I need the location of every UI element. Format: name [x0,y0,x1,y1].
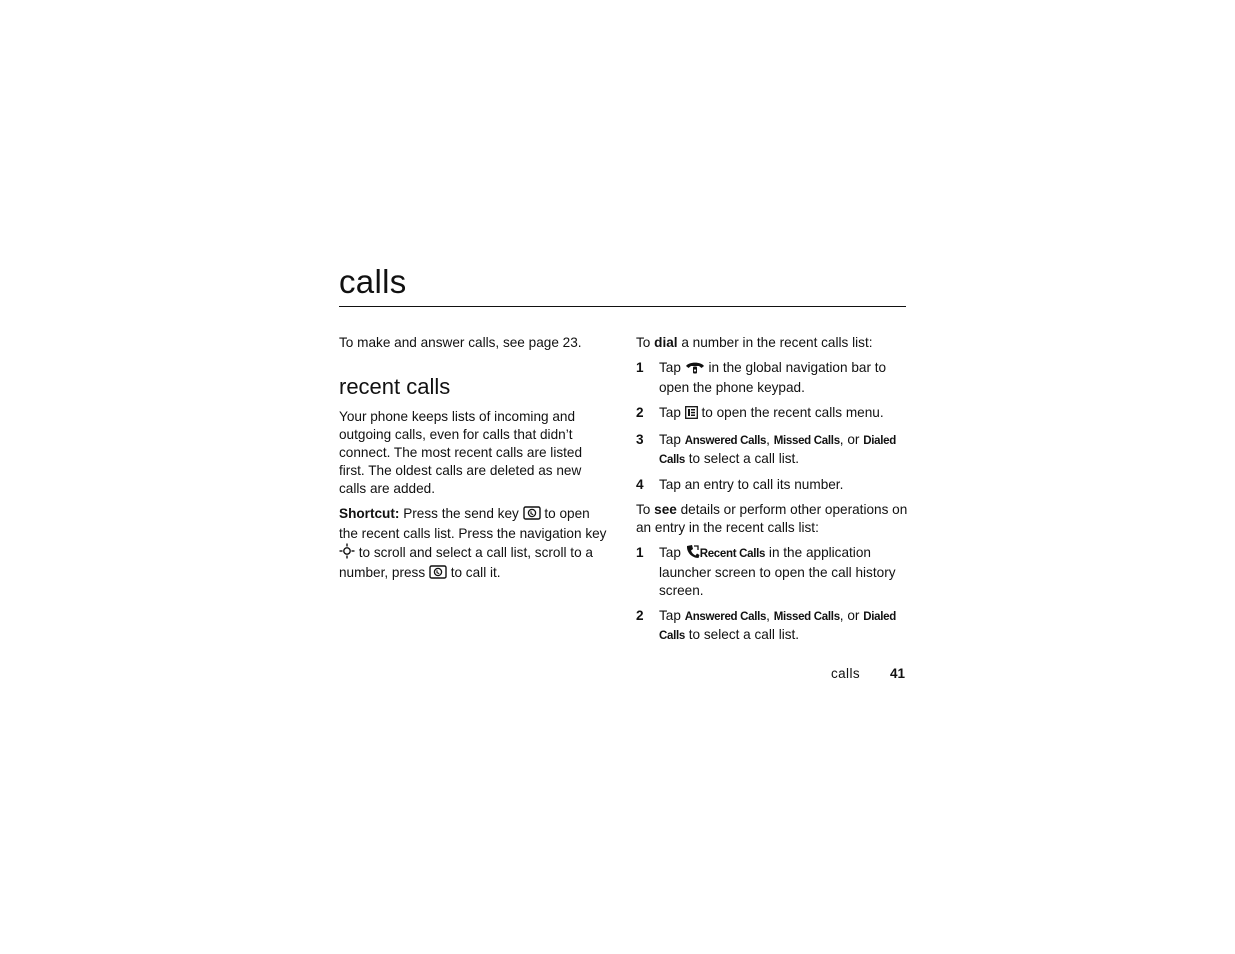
menu-option-answered-calls: Answered Calls [684,435,767,447]
see-steps [636,544,908,645]
step-text: Tap [659,432,685,447]
page-number: 41 [890,666,906,681]
list-item [636,404,908,424]
see-intro-pre: To [636,502,655,517]
step-text: Tap an entry to call its number. [659,477,844,492]
step-text: , [766,608,774,623]
menu-option-answered-calls: Answered Calls [684,611,767,623]
step-number: 4 [636,477,644,492]
step-number: 1 [636,545,644,560]
right-column [636,334,908,652]
step-text: Tap [659,608,685,623]
recent-calls-icon [685,544,700,564]
menu-option-dialed-calls: Dialed Calls [659,611,896,642]
shortcut-text-4: to call it. [446,565,501,580]
dial-intro-post: a number in the recent calls list: [677,335,873,350]
step-text: to select a call list. [685,451,800,466]
dial-keyword: dial [654,335,678,350]
step-text: Tap [659,405,685,420]
section-heading-recent-calls: recent calls [339,374,451,399]
step-text: to open the recent calls menu. [697,405,884,420]
intro-text: To make and answer calls, see page 23. [339,335,582,350]
shortcut-text-1: Press the send key [399,506,523,521]
page-title: calls [339,263,407,300]
shortcut-label: Shortcut: [339,506,400,521]
list-item [636,476,908,494]
menu-option-missed-calls: Missed Calls [773,611,840,623]
navigation-key-icon [339,543,355,564]
step-text: in the global navigation bar to open the phone keypad. [659,360,887,395]
menu-option-recent-calls: Recent Calls [699,548,766,560]
step-number: 2 [636,608,644,623]
step-text: Tap [659,360,685,375]
recent-calls-body: Your phone keeps lists of incoming and outgoing calls, even for calls that didn’t connect. The most recent calls are listed first. The oldest calls are deleted as new calls are added. [339,409,583,496]
step-number: 2 [636,405,644,420]
list-item [636,607,908,645]
menu-icon [685,406,698,424]
dial-steps [636,359,908,494]
list-item [636,359,908,397]
shortcut-text-2: to open the recent calls list. Press the navigation key [339,506,607,541]
step-text: , [766,432,774,447]
step-text: in the application launcher screen to open the call history screen. [659,545,896,598]
footer-section-label: calls [831,666,861,681]
dial-intro [636,334,908,352]
shortcut-paragraph [339,505,609,584]
see-intro-post: details or perform other operations on an entry in the recent calls list: [636,502,908,535]
menu-option-missed-calls: Missed Calls [773,435,840,447]
step-text: , or [839,432,864,447]
list-item [636,431,908,469]
step-text: Tap [659,545,685,560]
see-intro [636,501,908,537]
step-text: to select a call list. [685,627,800,642]
step-number: 1 [636,360,644,375]
step-number: 3 [636,432,644,447]
shortcut-text-3: to scroll and select a call list, scroll to a number, press [339,545,593,580]
menu-option-dialed-calls: Dialed Calls [659,435,896,466]
see-keyword: see [654,502,677,517]
title-divider [339,306,906,307]
dial-intro-pre: To [636,335,655,350]
step-text: , or [839,608,864,623]
send-key-icon [429,565,447,584]
send-key-icon [523,506,541,525]
left-column [339,334,609,591]
phone-icon [685,361,705,379]
list-item [636,544,908,600]
